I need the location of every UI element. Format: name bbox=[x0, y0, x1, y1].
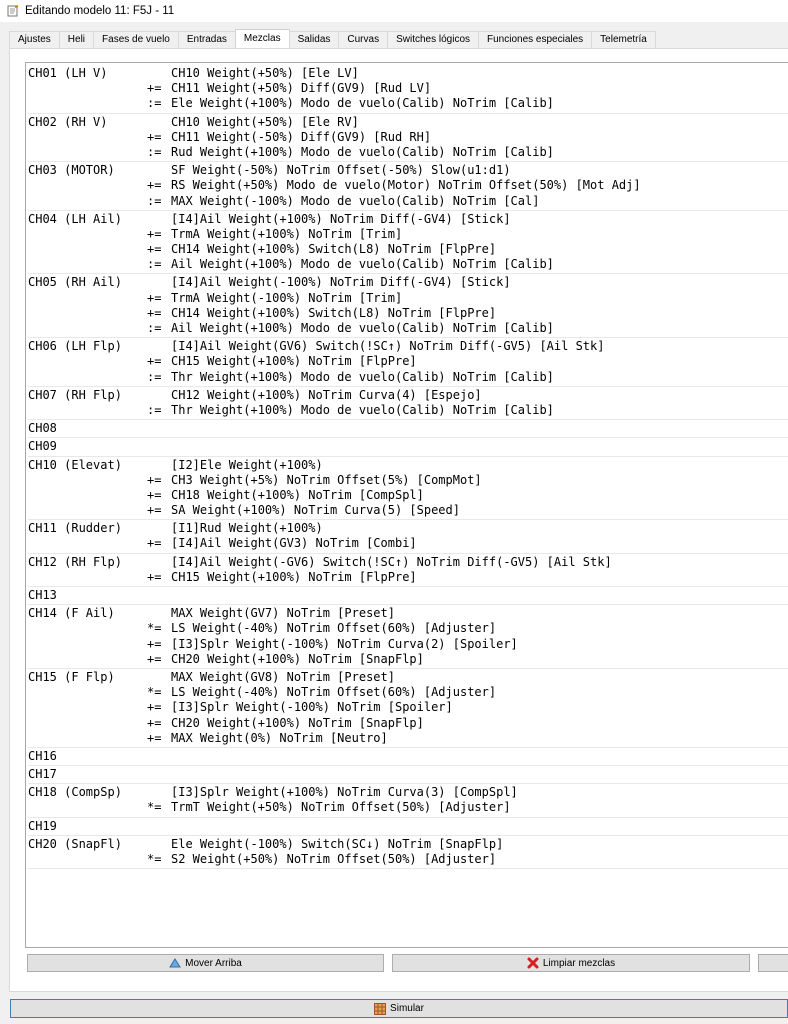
channel-block[interactable] bbox=[28, 669, 788, 748]
mix-text: CH10 Weight(+50%) [Ele RV] bbox=[171, 114, 359, 129]
mix-text: RS Weight(+50%) Modo de vuelo(Motor) NoTrim Offset(50%) [Mot Adj] bbox=[171, 178, 641, 193]
channel-block[interactable] bbox=[28, 274, 788, 338]
mix-operator: += bbox=[147, 472, 162, 487]
mix-line[interactable] bbox=[28, 652, 788, 667]
mix-text: S2 Weight(+50%) NoTrim Offset(50%) [Adjuster] bbox=[171, 852, 497, 866]
mix-operator: *= bbox=[147, 621, 162, 636]
mix-text: [I4]Ail Weight(+100%) NoTrim Diff(-GV4) [Stick] bbox=[171, 211, 511, 226]
mix-text: CH11 Weight(+50%) Diff(GV9) [Rud LV] bbox=[171, 81, 432, 96]
channel-block[interactable] bbox=[28, 65, 788, 114]
channel-label: CH13 bbox=[28, 588, 57, 602]
mix-text: CH10 Weight(+50%) [Ele LV] bbox=[171, 66, 359, 80]
mix-line[interactable] bbox=[28, 488, 788, 503]
channel-label: CH11 (Rudder) bbox=[28, 521, 122, 536]
mix-operator: += bbox=[147, 81, 162, 96]
mix-text: CH20 Weight(+100%) NoTrim [SnapFlp] bbox=[171, 715, 424, 730]
mix-line[interactable] bbox=[28, 785, 788, 800]
mix-operator: += bbox=[147, 715, 162, 730]
channel-label: CH03 (MOTOR) bbox=[28, 163, 115, 178]
mix-text: [I4]Ail Weight(GV3) NoTrim [Combi] bbox=[171, 536, 417, 551]
mix-text: CH15 Weight(+100%) NoTrim [FlpPre] bbox=[171, 569, 417, 584]
mix-line[interactable] bbox=[28, 227, 788, 242]
mix-line[interactable] bbox=[28, 521, 788, 536]
channel-label: CH04 (LH Ail) bbox=[28, 211, 122, 226]
channel-label: CH19 bbox=[28, 818, 57, 833]
mix-operator: += bbox=[147, 700, 162, 715]
mix-line[interactable] bbox=[28, 321, 788, 336]
mix-line[interactable] bbox=[28, 716, 788, 731]
clear-mixes-label: Limpiar mezclas bbox=[542, 957, 616, 969]
tab-telemetría[interactable]: Telemetría bbox=[591, 31, 656, 48]
channel-block[interactable] bbox=[28, 520, 788, 553]
mix-line[interactable] bbox=[28, 66, 788, 81]
mix-operator: := bbox=[147, 144, 162, 159]
mix-line[interactable] bbox=[28, 767, 788, 782]
channel-label: CH16 bbox=[28, 748, 57, 763]
mix-operator: := bbox=[147, 96, 162, 111]
channel-label: CH09 bbox=[28, 439, 57, 454]
channel-label: CH12 (RH Flp) bbox=[28, 554, 122, 569]
mix-operator: := bbox=[147, 321, 162, 335]
mix-line[interactable] bbox=[28, 458, 788, 473]
mix-text: Ail Weight(+100%) Modo de vuelo(Calib) NoTrim [Calib] bbox=[171, 321, 554, 335]
tab-switches-lógicos[interactable]: Switches lógicos bbox=[387, 31, 479, 48]
mix-text: CH3 Weight(+5%) NoTrim Offset(5%) [CompMot] bbox=[171, 472, 482, 487]
mix-line[interactable] bbox=[28, 115, 788, 130]
mix-text: [I3]Splr Weight(-100%) NoTrim [Spoiler] bbox=[171, 700, 453, 715]
mix-text: TrmA Weight(-100%) NoTrim [Trim] bbox=[171, 290, 403, 305]
mix-line[interactable] bbox=[28, 536, 788, 551]
mix-line[interactable] bbox=[28, 800, 788, 815]
mix-line[interactable] bbox=[28, 145, 788, 160]
mix-line[interactable] bbox=[28, 670, 788, 685]
mix-line[interactable] bbox=[28, 570, 788, 585]
channel-block[interactable] bbox=[28, 387, 788, 420]
channel-label: CH05 (RH Ail) bbox=[28, 275, 122, 290]
channel-label: CH01 (LH V) bbox=[28, 66, 108, 80]
mix-line[interactable] bbox=[28, 473, 788, 488]
mix-line[interactable] bbox=[28, 212, 788, 227]
tab-entradas[interactable]: Entradas bbox=[178, 31, 236, 48]
mix-text: Ele Weight(+100%) Modo de vuelo(Calib) NoTrim [Calib] bbox=[171, 96, 554, 111]
tab-curvas[interactable]: Curvas bbox=[338, 31, 388, 48]
mix-line[interactable] bbox=[28, 700, 788, 715]
mix-text: Rud Weight(+100%) Modo de vuelo(Calib) NoTrim [Calib] bbox=[171, 144, 554, 159]
mix-line[interactable] bbox=[28, 275, 788, 290]
channel-label: CH18 (CompSp) bbox=[28, 785, 122, 800]
channel-label: CH06 (LH Flp) bbox=[28, 339, 122, 354]
mix-line[interactable] bbox=[28, 588, 788, 603]
mix-text: [I3]Splr Weight(-100%) NoTrim Curva(2) [Spoiler] bbox=[171, 636, 518, 651]
mix-line[interactable] bbox=[28, 555, 788, 570]
mix-text: [I4]Ail Weight(-GV6) Switch(!SC↑) NoTrim Diff(-GV5) [Ail Stk] bbox=[171, 554, 612, 569]
mix-text: CH14 Weight(+100%) Switch(L8) NoTrim [FlpPre] bbox=[171, 305, 497, 320]
app-icon bbox=[7, 5, 19, 17]
mix-line[interactable] bbox=[28, 291, 788, 306]
mix-line[interactable] bbox=[28, 819, 788, 834]
channel-block[interactable] bbox=[28, 162, 788, 211]
mix-text: [I3]Splr Weight(+100%) NoTrim Curva(3) [CompSpl] bbox=[171, 785, 518, 800]
mix-text: SF Weight(-50%) NoTrim Offset(-50%) Slow(u1:d1) bbox=[171, 163, 511, 178]
channel-block[interactable] bbox=[28, 836, 788, 869]
mix-line[interactable] bbox=[28, 130, 788, 145]
channel-block[interactable] bbox=[28, 420, 788, 438]
channel-block[interactable] bbox=[28, 748, 788, 766]
mix-operator: := bbox=[147, 369, 162, 384]
mix-operator: += bbox=[147, 354, 162, 369]
channel-block[interactable] bbox=[28, 605, 788, 669]
mix-line[interactable] bbox=[28, 388, 788, 403]
mix-operator: += bbox=[147, 290, 162, 305]
mix-line[interactable] bbox=[28, 242, 788, 257]
mix-operator: += bbox=[147, 569, 162, 584]
channel-block[interactable] bbox=[28, 587, 788, 605]
channel-label: CH14 (F Ail) bbox=[28, 606, 115, 621]
channel-block[interactable] bbox=[28, 766, 788, 784]
triangle-up-icon bbox=[169, 958, 181, 968]
mix-line[interactable] bbox=[28, 852, 788, 867]
mix-line[interactable] bbox=[28, 306, 788, 321]
mix-operator: += bbox=[147, 536, 162, 551]
mix-text: CH18 Weight(+100%) NoTrim [CompSpl] bbox=[171, 487, 424, 502]
mix-text: Ele Weight(-100%) Switch(SC↓) NoTrim [SnapFlp] bbox=[171, 836, 504, 851]
channel-label: CH10 (Elevat) bbox=[28, 457, 122, 472]
channel-label: CH20 (SnapFl) bbox=[28, 836, 122, 851]
channel-label: CH02 (RH V) bbox=[28, 114, 108, 129]
mix-line[interactable] bbox=[28, 370, 788, 385]
mix-line[interactable] bbox=[28, 163, 788, 178]
mix-text: LS Weight(-40%) NoTrim Offset(60%) [Adjuster] bbox=[171, 685, 497, 700]
mix-text: CH14 Weight(+100%) Switch(L8) NoTrim [FlpPre] bbox=[171, 242, 497, 257]
mix-line[interactable] bbox=[28, 439, 788, 454]
mix-line[interactable] bbox=[28, 606, 788, 621]
mix-text: MAX Weight(-100%) Modo de vuelo(Calib) NoTrim [Cal] bbox=[171, 193, 540, 208]
mix-text: TrmT Weight(+50%) NoTrim Offset(50%) [Adjuster] bbox=[171, 800, 511, 815]
calendar-grid-icon bbox=[374, 1003, 386, 1015]
channel-block[interactable] bbox=[28, 554, 788, 587]
mix-operator: += bbox=[147, 487, 162, 502]
mix-line[interactable] bbox=[28, 403, 788, 418]
mix-text: CH11 Weight(-50%) Diff(GV9) [Rud RH] bbox=[171, 129, 432, 144]
mix-text: CH15 Weight(+100%) NoTrim [FlpPre] bbox=[171, 354, 417, 369]
channel-block[interactable] bbox=[28, 784, 788, 817]
red-x-icon bbox=[527, 957, 539, 969]
mix-line[interactable] bbox=[28, 339, 788, 354]
channel-block[interactable] bbox=[28, 438, 788, 456]
mix-operator: += bbox=[147, 242, 162, 257]
channel-block[interactable] bbox=[28, 457, 788, 521]
channel-label: CH08 bbox=[28, 421, 57, 436]
mix-text: [I1]Rud Weight(+100%) bbox=[171, 521, 323, 536]
channel-label: CH15 (F Flp) bbox=[28, 669, 115, 684]
mix-operator: *= bbox=[147, 852, 162, 866]
mix-text: Thr Weight(+100%) Modo de vuelo(Calib) NoTrim [Calib] bbox=[171, 369, 554, 384]
mix-line[interactable] bbox=[28, 731, 788, 746]
mix-line[interactable] bbox=[28, 637, 788, 652]
mix-line[interactable] bbox=[28, 621, 788, 636]
channel-block[interactable] bbox=[28, 338, 788, 387]
channel-label: CH07 (RH Flp) bbox=[28, 387, 122, 402]
tab-bar bbox=[9, 31, 655, 49]
window-title: Editando modelo 11: F5J - 11 bbox=[25, 5, 175, 17]
channel-block[interactable] bbox=[28, 818, 788, 836]
window-titlebar bbox=[0, 0, 788, 22]
mixes-list[interactable] bbox=[25, 62, 788, 948]
mix-text: SA Weight(+100%) NoTrim Curva(5) [Speed] bbox=[171, 503, 460, 518]
move-up-label: Mover Arriba bbox=[185, 957, 242, 969]
partial-button[interactable] bbox=[758, 954, 788, 972]
mix-text: MAX Weight(GV8) NoTrim [Preset] bbox=[171, 669, 395, 684]
mix-text: MAX Weight(0%) NoTrim [Neutro] bbox=[171, 730, 388, 745]
mix-operator: += bbox=[147, 636, 162, 651]
tab-heli[interactable]: Heli bbox=[59, 31, 94, 48]
mix-text: [I4]Ail Weight(GV6) Switch(!SC↑) NoTrim Diff(-GV5) [Ail Stk] bbox=[171, 339, 605, 354]
tab-fases-de-vuelo[interactable]: Fases de vuelo bbox=[93, 31, 179, 48]
mix-operator: += bbox=[147, 178, 162, 193]
mix-line[interactable] bbox=[28, 178, 788, 193]
tab-funciones-especiales[interactable]: Funciones especiales bbox=[478, 31, 592, 48]
mix-text: TrmA Weight(+100%) NoTrim [Trim] bbox=[171, 226, 403, 241]
mix-text: MAX Weight(GV7) NoTrim [Preset] bbox=[171, 606, 395, 621]
mix-operator: += bbox=[147, 129, 162, 144]
mix-line[interactable] bbox=[28, 749, 788, 764]
mix-text: [I2]Ele Weight(+100%) bbox=[171, 457, 323, 472]
mix-line[interactable] bbox=[28, 837, 788, 852]
mix-line[interactable] bbox=[28, 257, 788, 272]
mix-text: CH12 Weight(+100%) NoTrim Curva(4) [Espejo] bbox=[171, 387, 482, 402]
mix-text: LS Weight(-40%) NoTrim Offset(60%) [Adjuster] bbox=[171, 621, 497, 636]
mix-line[interactable] bbox=[28, 421, 788, 436]
mix-operator: += bbox=[147, 226, 162, 241]
mix-operator: += bbox=[147, 651, 162, 666]
move-up-button[interactable] bbox=[27, 954, 384, 972]
mix-operator: := bbox=[147, 257, 162, 272]
mix-line[interactable] bbox=[28, 354, 788, 369]
mix-line[interactable] bbox=[28, 81, 788, 96]
simulate-label: Simular bbox=[390, 1003, 424, 1014]
mix-text: Ail Weight(+100%) Modo de vuelo(Calib) NoTrim [Calib] bbox=[171, 257, 554, 272]
mix-operator: := bbox=[147, 193, 162, 208]
mix-operator: += bbox=[147, 730, 162, 745]
clear-mixes-button[interactable] bbox=[392, 954, 750, 972]
mix-text: [I4]Ail Weight(-100%) NoTrim Diff(-GV4) [Stick] bbox=[171, 275, 511, 290]
tab-salidas[interactable]: Salidas bbox=[289, 31, 340, 48]
mix-operator: *= bbox=[147, 685, 162, 700]
mix-text: Thr Weight(+100%) Modo de vuelo(Calib) NoTrim [Calib] bbox=[171, 402, 554, 417]
mix-operator: *= bbox=[147, 800, 162, 815]
mix-operator: += bbox=[147, 503, 162, 518]
mix-line[interactable] bbox=[28, 503, 788, 518]
channel-block[interactable] bbox=[28, 211, 788, 275]
tab-ajustes[interactable]: Ajustes bbox=[9, 31, 60, 48]
mix-line[interactable] bbox=[28, 96, 788, 111]
tab-mezclas[interactable]: Mezclas bbox=[235, 29, 290, 48]
simulate-button[interactable] bbox=[10, 999, 788, 1018]
mix-operator: += bbox=[147, 305, 162, 320]
mix-line[interactable] bbox=[28, 194, 788, 209]
mix-line[interactable] bbox=[28, 685, 788, 700]
mix-operator: := bbox=[147, 402, 162, 417]
channel-block[interactable] bbox=[28, 114, 788, 163]
mix-text: CH20 Weight(+100%) NoTrim [SnapFlp] bbox=[171, 651, 424, 666]
channel-label: CH17 bbox=[28, 767, 57, 782]
